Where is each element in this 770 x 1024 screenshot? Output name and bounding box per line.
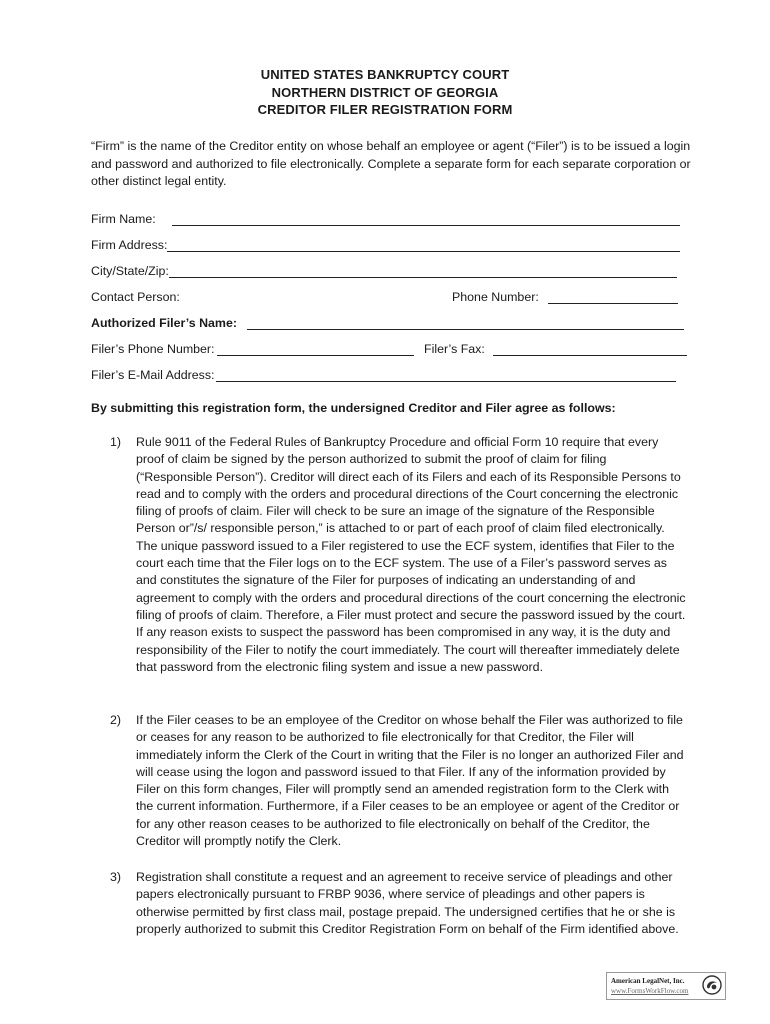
authorized-filer-row xyxy=(91,312,684,330)
footer-url[interactable]: www.FormsWorkFlow.com xyxy=(611,987,689,995)
filer-fax-label: Filer’s Fax: xyxy=(424,342,485,356)
phone-number-field[interactable] xyxy=(548,290,678,304)
phone-number-row xyxy=(452,286,678,304)
firm-name-label: Firm Name: xyxy=(91,212,156,226)
authorized-filer-label: Authorized Filer’s Name: xyxy=(91,316,237,330)
item-number: 2) xyxy=(110,713,122,727)
item-text: Rule 9011 of the Federal Rules of Bankruptcy Procedure and official Form 10 require that every proof of claim be signed by the person authorized to submit the proof of claim for filing (“Responsible Person”). Creditor will direct each of its Filers and each of its Responsible Persons to read and to comply with the orders and procedural directions of the Court concerning the electronic filing of proofs of claim. Filer will check to be sure an image of the signature of the Responsible Person or”/s/ responsible person,” is attached to or part of each proof of claim filed electronically. The unique password issued to a Filer registered to use the ECF system, identifies that Filer to the court each time that the Filer logs on to the ECF system. The use of a Filer’s password serves as and constitutes the signature of the Filer for purposes of indicating an understanding of and agreement to comply with the orders and procedural directions of the court concerning the electronic filing of proofs of claim. Therefore, a Filer must protect and secure the password issued by the court. If any reason exists to suspect the password has been compromised in any way, it is the duty and responsibility of the Filer to notify the court immediately. The court will thereafter immediately delete that password from the electronic filing system and issue a new password. xyxy=(136,435,686,674)
contact-person-row xyxy=(91,286,180,304)
firm-name-field[interactable] xyxy=(172,212,680,226)
agreement-item xyxy=(110,434,690,676)
firm-address-label: Firm Address: xyxy=(91,238,168,252)
item-number: 1) xyxy=(110,435,122,449)
agreement-item xyxy=(110,712,690,850)
agreement-heading: By submitting this registration form, the undersigned Creditor and Filer agree as follows: xyxy=(91,401,616,415)
court-name: UNITED STATES BANKRUPTCY COURT xyxy=(260,67,510,82)
footer-company: American LegalNet, Inc. xyxy=(611,977,685,985)
item-number: 3) xyxy=(110,870,122,884)
phone-number-label: Phone Number: xyxy=(452,290,539,304)
filer-phone-label: Filer’s Phone Number: xyxy=(91,342,215,356)
city-state-zip-label: City/State/Zip: xyxy=(91,264,169,278)
item-text: Registration shall constitute a request and an agreement to receive service of pleadings and other papers electronically pursuant to FRBP 9036, where service of pleadings and other papers is otherwise permitted by first class mail, postage prepaid. The undersigned certifies that he or she is properly authorized to submit this Creditor Registration Form on behalf of the Firm identified above. xyxy=(136,870,679,936)
filer-phone-row xyxy=(91,338,414,356)
form-header xyxy=(0,66,770,119)
firm-address-row xyxy=(91,234,680,252)
firm-address-field[interactable] xyxy=(167,238,680,252)
filer-email-label: Filer’s E-Mail Address: xyxy=(91,368,215,382)
city-state-zip-field[interactable] xyxy=(169,264,677,278)
contact-person-label: Contact Person: xyxy=(91,290,180,304)
item-text: If the Filer ceases to be an employee of the Creditor on whose behalf the Filer was authorized to file or ceases for any reason to be authorized to file electronically for that Creditor, the Filer will immediately inform the Clerk of the Court in writing that the Filer is no longer an authorized Filer and will cease using the logon and password issued to that Filer. If any of the information provided by Filer on this form changes, Filer will promptly send an amended registration form to the Clerk with the current information. Furthermore, if a Filer ceases to be an employee or agent of the Creditor or for any other reason ceases to be authorized to file electronically on behalf of the Creditor, the Creditor will promptly notify the Clerk. xyxy=(136,713,684,849)
filer-fax-row xyxy=(424,338,687,356)
footer-badge xyxy=(606,972,726,1000)
city-state-zip-row xyxy=(91,260,677,278)
intro-paragraph: “Firm” is the name of the Creditor entity on whose behalf an employee or agent (“Filer”) is to be issued a login and password and authorized to file electronically. Complete a separate form for each separate corporation or other distinct legal entity. xyxy=(91,139,691,189)
filer-email-row xyxy=(91,364,676,382)
firm-name-row xyxy=(91,208,680,226)
authorized-filer-field[interactable] xyxy=(247,316,684,330)
filer-email-field[interactable] xyxy=(216,368,676,382)
filer-phone-field[interactable] xyxy=(217,342,414,356)
agreement-item xyxy=(110,869,690,938)
district-name: NORTHERN DISTRICT OF GEORGIA xyxy=(271,84,499,100)
form-title: CREDITOR FILER REGISTRATION FORM xyxy=(257,102,513,117)
filer-fax-field[interactable] xyxy=(493,342,687,356)
legalnet-logo-icon xyxy=(702,975,722,995)
